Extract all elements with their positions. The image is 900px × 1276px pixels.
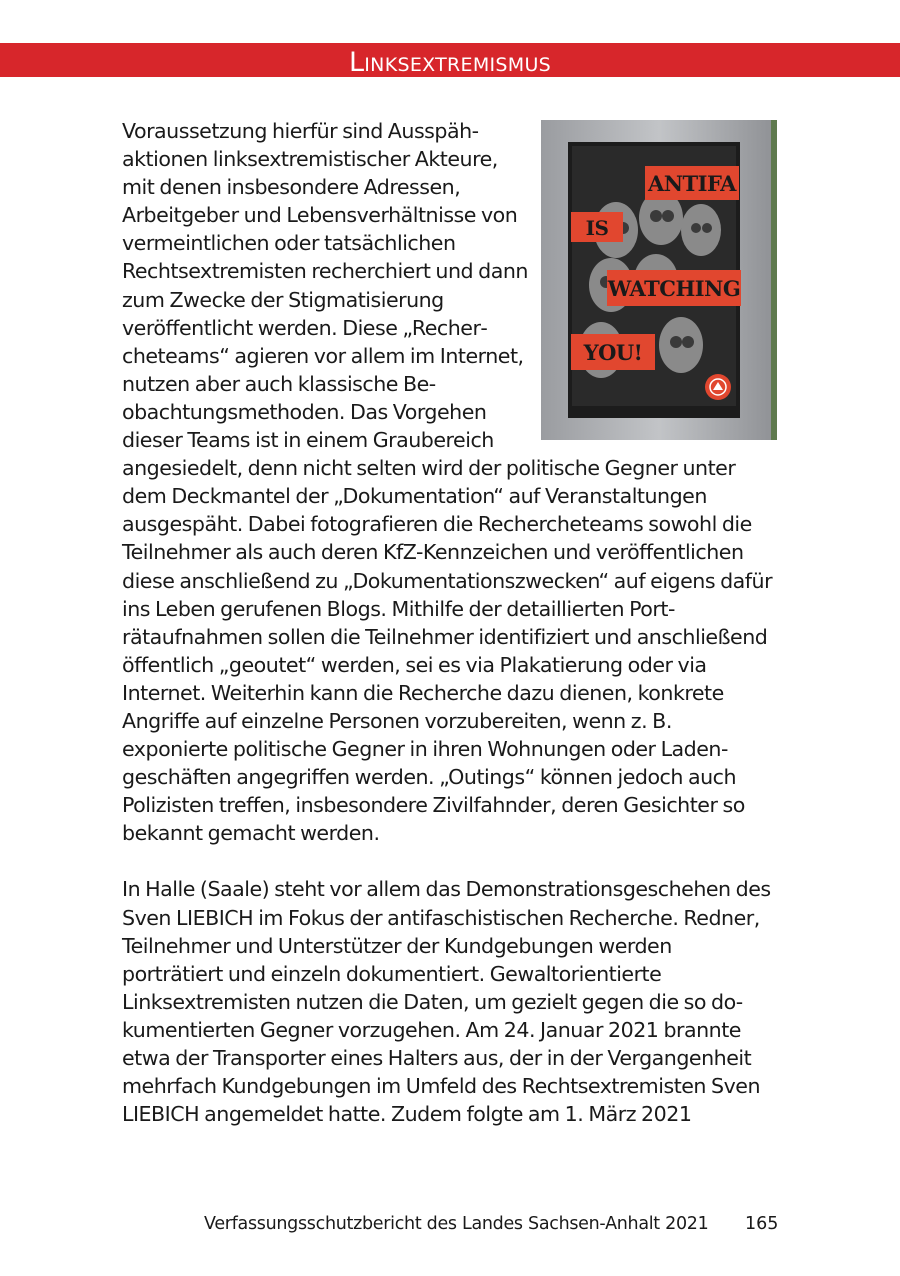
- sticker-text-is: IS: [585, 216, 609, 240]
- foliage-edge: [771, 120, 777, 440]
- footer-publication: Verfassungsschutzbericht des Landes Sachsen-Anhalt 2021: [204, 1214, 709, 1234]
- body-paragraph-2: In Halle (Saale) steht vor allem das Demonstrationsgeschehen des Sven LIEBICH im Fokus der antifaschistischen Recherche. Redner, Teilnehmer und Unterstützer der Kundgebungen werden porträtiert und einzeln dokumentiert. Gewaltorientierte Linksextremisten nutzen die Daten, um gezielt gegen die so dokumentierten Gegner vorzugehen. Am 24. Januar 2021 brannte etwa der Transporter eines Halters aus, der in der Vergangenheit mehrfach Kundgebungen im Umfeld des Rechtsextremisten Sven LIEBICH angemeldet hatte. Zudem folgte am 1. März 2021: [122, 877, 771, 1127]
- chapter-title: Linksextremismus: [348, 47, 552, 78]
- body-paragraph-1: Voraussetzung hierfür sind Ausspähaktionen linksextremistischer Akteure, mit denen insbesondere Adressen, Arbeitgeber und Lebensverhältnisse von vermeintlichen oder tatsächlichen Rechtsextremisten recherchiert und dann zum Zwecke der Stigmatisierung veröffentlicht werden. Diese „Rechercheteams“ agieren vor allem im Internet, nutzen aber auch klassische Beobachtungsmethoden. Das Vorgehen dieser Teams ist in einem Graubereich angesiedelt, denn nicht selten wird der politische Gegner unter dem Deckmantel der „Dokumentation“ auf Veranstaltungen ausgespäht. Dabei fotografieren die Rechercheteams sowohl die Teilnehmer als auch deren KfZ-Kennzeichen und veröffentlichen diese anschließend zu „Dokumentationszwecken“ auf eigens dafür ins Leben gerufenen Blogs. Mithilfe der detaillierten Porträtaufnahmen sollen die Teilnehmer identifiziert und anschließend öffentlich „geoutet“ werden, sei es via Plakatierung oder via Internet. Weiterhin kann die Recherche dazu dienen, konkrete Angriffe auf einzelne Personen vorzubereiten, wenn z. B. exponierte politische Gegner in ihren Wohnungen oder Ladengeschäften angegriffen werden. „Outings“ können jedoch auch Polizisten treffen, insbesondere Zivilfahnder, deren Gesichter so bekannt gemacht werden.: [122, 119, 773, 846]
- antifa-sticker-photo: [541, 120, 777, 440]
- header-bar: [0, 43, 900, 77]
- main-content: [122, 117, 777, 1128]
- sticker-photo-graphic: [541, 120, 777, 440]
- sticker-text-antifa: ANTIFA: [648, 171, 736, 196]
- sticker-text-watching: WATCHING: [607, 276, 741, 301]
- page-number: 165: [745, 1214, 779, 1234]
- sticker-text-you: YOU!: [583, 340, 643, 365]
